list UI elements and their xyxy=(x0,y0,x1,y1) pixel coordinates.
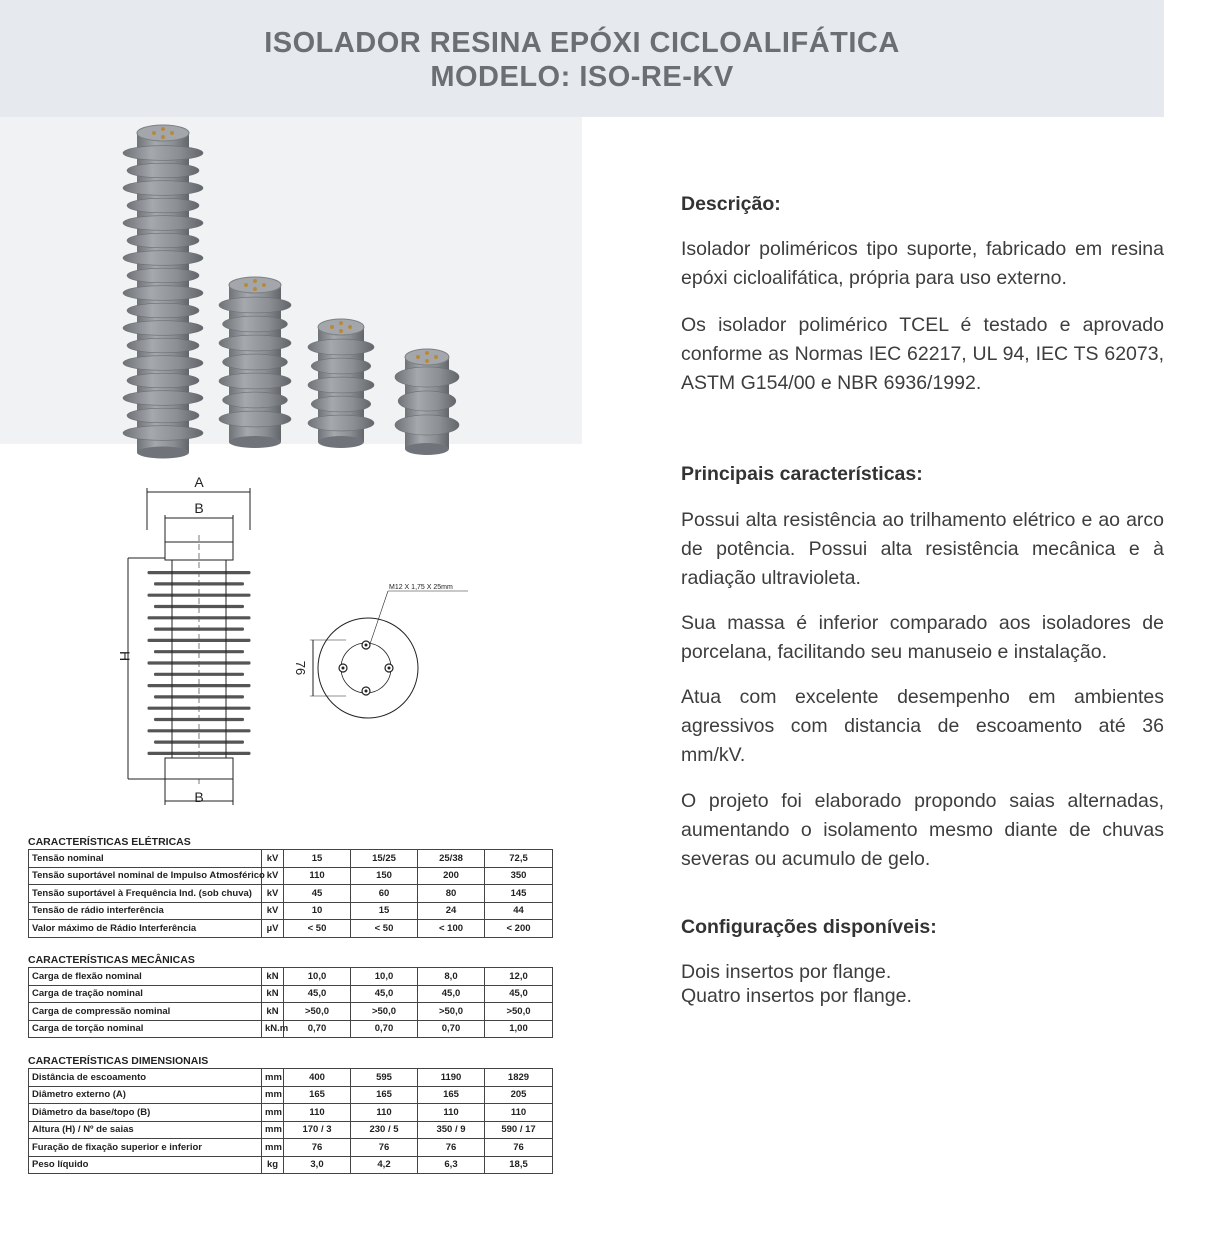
value-cell: 0,70 xyxy=(418,1020,485,1038)
dimension-b-top-label: B xyxy=(194,500,204,516)
insulator-shed xyxy=(311,396,370,412)
unit-cell: mm xyxy=(262,1121,284,1139)
value-cell: 18,5 xyxy=(485,1156,553,1174)
insulator-shed xyxy=(123,321,203,336)
value-cell: 45,0 xyxy=(284,985,351,1003)
insulator-shed xyxy=(127,408,199,423)
dimension-a-label: A xyxy=(194,474,204,490)
drawing-shed xyxy=(154,718,244,721)
table-row xyxy=(29,1086,553,1104)
drawing-shed xyxy=(148,684,251,687)
value-cell: 76 xyxy=(284,1139,351,1157)
insulator-small xyxy=(308,319,374,448)
insulator-shed xyxy=(123,216,203,231)
table-row xyxy=(29,1121,553,1139)
spec-label-cell: Distância de escoamento xyxy=(29,1069,262,1087)
spec-label-cell: Peso líquido xyxy=(29,1156,262,1174)
value-cell: 6,3 xyxy=(418,1156,485,1174)
unit-cell: kN xyxy=(262,985,284,1003)
unit-cell: mm xyxy=(262,1139,284,1157)
insulator-shed xyxy=(219,297,291,313)
spec-label-cell: Diâmetro externo (A) xyxy=(29,1086,262,1104)
insert-hole xyxy=(161,135,165,139)
drawing-shed xyxy=(148,594,251,597)
value-cell: 165 xyxy=(418,1086,485,1104)
insulator-shed xyxy=(127,233,199,248)
table-row xyxy=(29,920,553,938)
value-cell: 170 / 3 xyxy=(284,1121,351,1139)
dimension-h-label: H xyxy=(117,650,133,662)
insert-hole xyxy=(244,283,248,287)
dimensional-table xyxy=(28,1068,553,1174)
spec-label-cell: Tensão suportável nominal de Impulso Atmosférico xyxy=(29,867,262,885)
insulator-base xyxy=(318,436,364,448)
spec-label-cell: Tensão nominal xyxy=(29,850,262,868)
description-heading: Descrição: xyxy=(681,193,781,215)
unit-cell: mm xyxy=(262,1086,284,1104)
table-row xyxy=(29,1104,553,1122)
table-row xyxy=(29,1020,553,1038)
table-row xyxy=(29,1156,553,1174)
configurations-heading: Configurações disponíveis: xyxy=(681,916,937,938)
features-paragraph-4: O projeto foi elaborado propondo saias alternadas, aumentando o isolamento mesmo diante de chuvas severas ou acumulo de gelo. xyxy=(681,790,1164,870)
spec-label-cell: Furação de fixação superior e inferior xyxy=(29,1139,262,1157)
insulator-shed xyxy=(308,339,374,355)
insert-hole xyxy=(253,287,257,291)
insert-hole xyxy=(161,127,165,131)
description-paragraph-2: Os isolador polimérico TCEL é testado e aprovado conforme as Normas IEC 62217, UL 94, IEC TS 62073, ASTM G154/00 e NBR 6936/1992. xyxy=(681,314,1164,394)
drawing-shed xyxy=(148,729,251,732)
spec-label-cell: Valor máximo de Rádio Interferência xyxy=(29,920,262,938)
insulator-medium xyxy=(219,277,291,448)
insulator-shed xyxy=(219,411,291,427)
value-cell: 110 xyxy=(418,1104,485,1122)
insert-hole xyxy=(330,325,334,329)
mechanical-table-caption: CARACTERÍSTICAS MECÂNICAS xyxy=(28,954,195,966)
value-cell: 590 / 17 xyxy=(485,1121,553,1139)
drawing-shed xyxy=(154,582,244,585)
insulator-shed xyxy=(223,316,288,332)
value-cell: 24 xyxy=(418,902,485,920)
unit-cell: mm xyxy=(262,1104,284,1122)
value-cell: >50,0 xyxy=(284,1003,351,1021)
insulator-shed xyxy=(398,391,456,411)
value-cell: 165 xyxy=(284,1086,351,1104)
configuration-two-inserts: Dois insertos por flange. xyxy=(681,961,892,983)
value-cell: 3,0 xyxy=(284,1156,351,1174)
insert-hole xyxy=(425,359,429,363)
insulator-smallest xyxy=(395,349,459,455)
insulator-shed xyxy=(223,392,288,408)
insert-hole xyxy=(253,279,257,283)
value-cell: 45,0 xyxy=(351,985,418,1003)
insulator-shed xyxy=(127,373,199,388)
features-heading: Principais características: xyxy=(681,463,923,485)
drawing-shed xyxy=(148,752,251,755)
value-cell: 25/38 xyxy=(418,850,485,868)
electrical-table xyxy=(28,849,553,938)
features-paragraph-3: Atua com excelente desempenho em ambientes agressivos com distancia de escoamento até 36 mm/kV. xyxy=(681,686,1164,766)
unit-cell: kN xyxy=(262,968,284,986)
insert-hole xyxy=(416,355,420,359)
value-cell: 44 xyxy=(485,902,553,920)
dimensional-specs xyxy=(28,1054,552,1174)
value-cell: >50,0 xyxy=(351,1003,418,1021)
insert-hole xyxy=(425,351,429,355)
value-cell: 205 xyxy=(485,1086,553,1104)
table-row xyxy=(29,885,553,903)
insert-hole xyxy=(348,325,352,329)
hole-spacing-label: 76 xyxy=(293,660,308,676)
table-row xyxy=(29,1003,553,1021)
value-cell: 0,70 xyxy=(284,1020,351,1038)
spec-label-cell: Tensão suportável à Frequência Ind. (sob chuva) xyxy=(29,885,262,903)
insulator-shed xyxy=(219,335,291,351)
insulator-shed xyxy=(123,356,203,371)
table-row xyxy=(29,1069,553,1087)
table-row xyxy=(29,1139,553,1157)
value-cell: 350 xyxy=(485,867,553,885)
insulator-shed xyxy=(219,373,291,389)
drawing-shed xyxy=(148,707,251,710)
spec-label-cell: Carga de flexão nominal xyxy=(29,968,262,986)
electrical-table-caption: CARACTERÍSTICAS ELÉTRICAS xyxy=(28,836,191,848)
drawing-shed xyxy=(154,628,244,631)
drawing-shed xyxy=(154,673,244,676)
value-cell: 200 xyxy=(418,867,485,885)
unit-cell: kN.m xyxy=(262,1020,284,1038)
technical-drawing xyxy=(100,470,480,815)
insulator-base xyxy=(405,443,449,455)
unit-cell: kN xyxy=(262,1003,284,1021)
insulator-shed xyxy=(395,415,459,435)
thread-spec-label: M12 X 1,75 X 25mm xyxy=(389,584,453,591)
value-cell: 145 xyxy=(485,885,553,903)
drawing-shed xyxy=(154,741,244,744)
spec-label-cell: Altura (H) / Nº de saias xyxy=(29,1121,262,1139)
value-cell: 110 xyxy=(284,1104,351,1122)
dimensional-table-caption: CARACTERÍSTICAS DIMENSIONAIS xyxy=(28,1055,209,1067)
insulator-shed xyxy=(308,415,374,431)
drawing-shed xyxy=(148,616,251,619)
insulator-shed xyxy=(127,268,199,283)
electrical-specs xyxy=(28,835,552,938)
insulator-shed xyxy=(123,251,203,266)
dimension-b-bottom-label: B xyxy=(194,789,204,805)
product-photo xyxy=(0,117,582,444)
value-cell: < 50 xyxy=(351,920,418,938)
value-cell: 76 xyxy=(418,1139,485,1157)
insulator-shed xyxy=(308,377,374,393)
value-cell: 1829 xyxy=(485,1069,553,1087)
value-cell: 0,70 xyxy=(351,1020,418,1038)
value-cell: >50,0 xyxy=(418,1003,485,1021)
table-row xyxy=(29,985,553,1003)
insert-hole xyxy=(152,131,156,135)
insulator-base xyxy=(137,447,189,459)
value-cell: 10 xyxy=(284,902,351,920)
insulator-shed xyxy=(127,163,199,178)
insulator-shed xyxy=(223,354,288,370)
mechanical-table xyxy=(28,967,553,1038)
value-cell: 12,0 xyxy=(485,968,553,986)
insulator-shed xyxy=(123,391,203,406)
value-cell: 45,0 xyxy=(485,985,553,1003)
configuration-four-inserts: Quatro insertos por flange. xyxy=(681,985,912,1007)
insulator-shed xyxy=(127,198,199,213)
unit-cell: kV xyxy=(262,902,284,920)
insulator-shed xyxy=(311,358,370,374)
unit-cell: kg xyxy=(262,1156,284,1174)
value-cell: 1,00 xyxy=(485,1020,553,1038)
value-cell: 45,0 xyxy=(418,985,485,1003)
value-cell: < 200 xyxy=(485,920,553,938)
value-cell: 10,0 xyxy=(351,968,418,986)
title-banner xyxy=(0,0,1164,117)
model-subtitle: MODELO: ISO-RE-KV xyxy=(430,61,734,93)
value-cell: 76 xyxy=(351,1139,418,1157)
drawing-shed xyxy=(154,695,244,698)
value-cell: 165 xyxy=(351,1086,418,1104)
table-row xyxy=(29,902,553,920)
insulator-shed xyxy=(127,303,199,318)
value-cell: 110 xyxy=(485,1104,553,1122)
value-cell: 60 xyxy=(351,885,418,903)
unit-cell: kV xyxy=(262,850,284,868)
insert-hole xyxy=(339,321,343,325)
mechanical-specs xyxy=(28,953,552,1038)
page-title: ISOLADOR RESINA EPÓXI CICLOALIFÁTICA xyxy=(264,27,900,59)
insert-hole xyxy=(434,355,438,359)
value-cell: 45 xyxy=(284,885,351,903)
drawing-shed xyxy=(148,571,251,574)
unit-cell: mm xyxy=(262,1069,284,1087)
value-cell: 10,0 xyxy=(284,968,351,986)
insert-hole xyxy=(262,283,266,287)
value-cell: 76 xyxy=(485,1139,553,1157)
value-cell: 150 xyxy=(351,867,418,885)
value-cell: 110 xyxy=(351,1104,418,1122)
table-row xyxy=(29,968,553,986)
insulator-tall xyxy=(123,125,203,459)
insulator-photo-illustration xyxy=(0,117,582,444)
features-paragraph-1: Possui alta resistência ao trilhamento elétrico e ao arco de potência. Possui alta resistência mecânica e à radiação ultravioleta. xyxy=(681,509,1164,589)
insulator-shed xyxy=(395,367,459,387)
drawing-shed xyxy=(148,639,251,642)
value-cell: 595 xyxy=(351,1069,418,1087)
unit-cell: µV xyxy=(262,920,284,938)
spec-label-cell: Carga de tração nominal xyxy=(29,985,262,1003)
unit-cell: kV xyxy=(262,867,284,885)
table-row xyxy=(29,867,553,885)
spec-label-cell: Carga de torção nominal xyxy=(29,1020,262,1038)
spec-label-cell: Carga de compressão nominal xyxy=(29,1003,262,1021)
insulator-base xyxy=(229,436,281,448)
value-cell: 72,5 xyxy=(485,850,553,868)
insulator-shed xyxy=(127,338,199,353)
value-cell: 4,2 xyxy=(351,1156,418,1174)
value-cell: 110 xyxy=(284,867,351,885)
value-cell: < 100 xyxy=(418,920,485,938)
insulator-shed xyxy=(123,146,203,161)
table-row xyxy=(29,850,553,868)
drawing-shed xyxy=(154,605,244,608)
insulator-shed xyxy=(123,426,203,441)
features-paragraph-2: Sua massa é inferior comparado aos isoladores de porcelana, facilitando seu manuseio e instalação. xyxy=(681,612,1164,663)
insulator-shed xyxy=(123,181,203,196)
value-cell: 230 / 5 xyxy=(351,1121,418,1139)
value-cell: 8,0 xyxy=(418,968,485,986)
drawing-shed xyxy=(154,650,244,653)
value-cell: 80 xyxy=(418,885,485,903)
insulator-shed xyxy=(123,286,203,301)
value-cell: >50,0 xyxy=(485,1003,553,1021)
value-cell: < 50 xyxy=(284,920,351,938)
value-cell: 15/25 xyxy=(351,850,418,868)
insert-hole xyxy=(170,131,174,135)
spec-label-cell: Tensão de rádio interferência xyxy=(29,902,262,920)
value-cell: 400 xyxy=(284,1069,351,1087)
value-cell: 350 / 9 xyxy=(418,1121,485,1139)
insert-hole xyxy=(339,329,343,333)
value-cell: 1190 xyxy=(418,1069,485,1087)
value-cell: 15 xyxy=(284,850,351,868)
value-cell: 15 xyxy=(351,902,418,920)
unit-cell: kV xyxy=(262,885,284,903)
spec-label-cell: Diâmetro da base/topo (B) xyxy=(29,1104,262,1122)
drawing-shed xyxy=(148,661,251,664)
description-paragraph-1: Isolador poliméricos tipo suporte, fabricado em resina epóxi cicloalifática, própria para uso externo. xyxy=(681,238,1164,289)
